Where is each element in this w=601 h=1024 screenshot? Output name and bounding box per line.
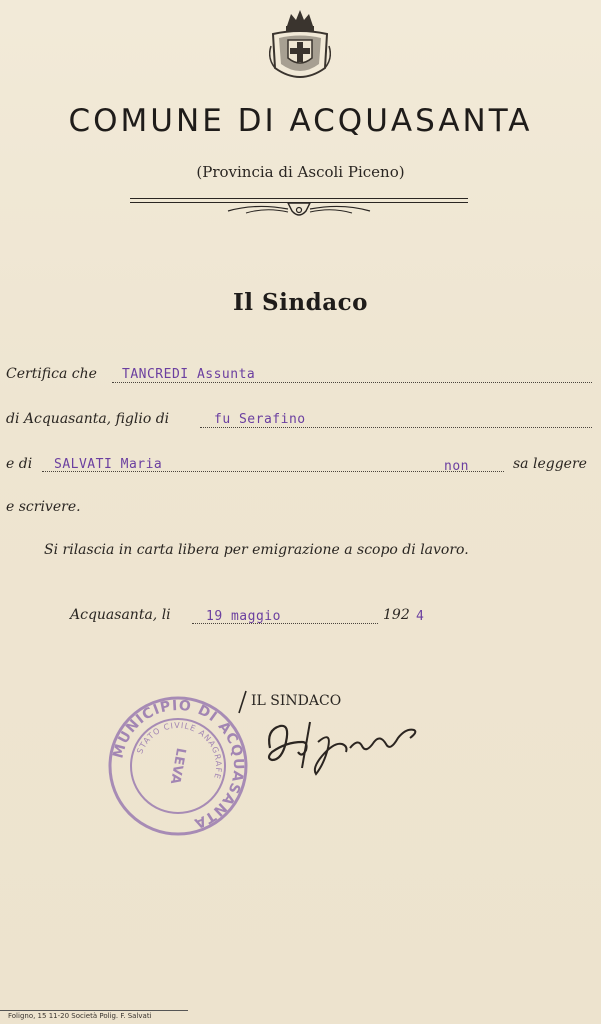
year-typed: 4 bbox=[416, 609, 425, 624]
header-divider bbox=[130, 198, 468, 199]
footer-divider bbox=[0, 1010, 188, 1011]
e-scrivere-label: e scrivere. bbox=[6, 499, 81, 515]
municipal-stamp bbox=[106, 694, 250, 838]
royal-crest-icon bbox=[269, 6, 331, 84]
certifica-value: TANCREDI Assunta bbox=[122, 367, 256, 382]
comune-title: COMUNE DI ACQUASANTA bbox=[68, 103, 533, 139]
printer-footer: Foligno, 15 11-20 Società Polig. F. Salvati bbox=[8, 1012, 152, 1020]
stamp-inner-text: STATO CIVILE ANAGRAFE bbox=[135, 720, 224, 781]
e-di-label: e di bbox=[6, 456, 33, 472]
stamp-center-text: LEVA bbox=[166, 746, 189, 786]
purpose-text: Si rilascia in carta libera per emigrazione a scopo di lavoro. bbox=[44, 542, 469, 558]
date-value: 19 maggio bbox=[206, 609, 281, 624]
certifica-dotted-line bbox=[112, 382, 592, 383]
sindaco-heading: Il Sindaco bbox=[233, 289, 368, 316]
ornament-flourish-icon bbox=[226, 201, 372, 221]
mother-value: SALVATI Maria bbox=[54, 457, 163, 472]
sindaco-signature-title: IL SINDACO bbox=[251, 693, 342, 709]
sa-leggere-label: sa leggere bbox=[513, 456, 587, 472]
year-printed: 192 bbox=[383, 607, 410, 623]
place-date-label: Acquasanta, li bbox=[70, 607, 171, 623]
provincia-subtitle: (Provincia di Ascoli Piceno) bbox=[196, 163, 405, 181]
certifica-label: Certifica che bbox=[6, 366, 97, 382]
non-value: non bbox=[444, 459, 469, 474]
figlio-label: di Acquasanta, figlio di bbox=[6, 411, 170, 427]
father-dotted-line bbox=[200, 427, 592, 428]
mayor-signature bbox=[262, 708, 422, 778]
father-value: fu Serafino bbox=[214, 412, 306, 427]
stamp-outer-text: MUNICIPIO DI ACQUASANTA bbox=[110, 697, 247, 832]
